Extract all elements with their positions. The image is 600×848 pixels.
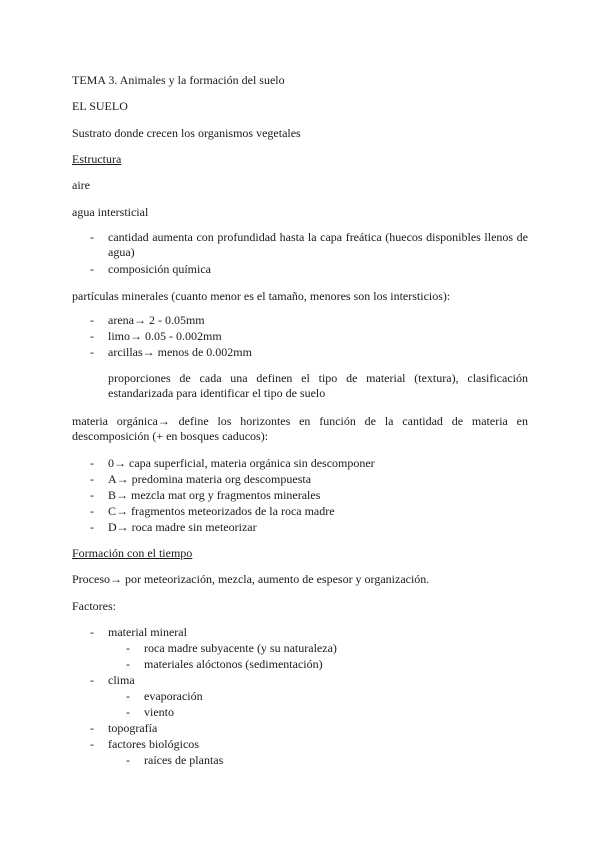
water-label: agua intersticial (72, 205, 149, 219)
bullet-dash: - (90, 721, 94, 735)
list-item-text: arcillas→ menos de 0.002mm (108, 345, 252, 359)
bullet-dash: - (90, 737, 94, 751)
bullet-dash: - (90, 230, 94, 244)
bullet-dash: - (90, 345, 94, 359)
list-item-text: 0→ capa superficial, materia orgánica sin descomponer (108, 456, 375, 470)
bullet-dash: - (90, 262, 94, 276)
process-text: Proceso→ por meteorización, mezcla, aumento de espesor y organización. (72, 572, 430, 586)
list-item-text: composición química (108, 262, 211, 276)
list-item-text: material mineral (108, 625, 187, 639)
list-item-text: C→ fragmentos meteorizados de la roca madre (108, 504, 335, 518)
sub-list-item-text: materiales alóctonos (sedimentación) (144, 657, 323, 671)
definition-text: Sustrato donde crecen los organismos vegetales (72, 126, 301, 140)
list-item-text: D→ roca madre sin meteorizar (108, 520, 257, 534)
bullet-dash: - (90, 329, 94, 343)
list-item-text: topografía (108, 721, 158, 735)
list-item-text: clima (108, 673, 135, 687)
section-heading: EL SUELO (72, 99, 128, 113)
minerals-note: proporciones de cada una definen el tipo de material (textura), clasificación estandarizada para identificar el tipo de suelo (108, 371, 528, 400)
sub-list-item-text: evaporación (144, 689, 203, 703)
bullet-dash: - (126, 689, 130, 703)
bullet-dash: - (90, 472, 94, 486)
bullet-dash: - (90, 673, 94, 687)
list-item-text: A→ predomina materia org descompuesta (108, 472, 312, 486)
organic-label: materia orgánica→ define los horizontes en función de la cantidad de materia en descomposición (+ en bosques caducos): (72, 414, 528, 443)
factors-label: Factores: (72, 599, 116, 613)
list-item-text: B→ mezcla mat org y fragmentos minerales (108, 488, 321, 502)
structure-heading: Estructura (72, 152, 122, 166)
bullet-dash: - (126, 753, 130, 767)
sub-list-item-text: roca madre subyacente (y su naturaleza) (144, 641, 337, 655)
minerals-label: partículas minerales (cuanto menor es el tamaño, menores son los intersticios): (72, 289, 451, 303)
bullet-dash: - (90, 488, 94, 502)
list-item-text: limo→ 0.05 - 0.002mm (108, 329, 222, 343)
list-item-text: cantidad aumenta con profundidad hasta la capa freática (huecos disponibles llenos de agua) (108, 230, 528, 259)
bullet-dash: - (90, 313, 94, 327)
list-item-text: factores biológicos (108, 737, 199, 751)
bullet-dash: - (90, 504, 94, 518)
bullet-dash: - (90, 520, 94, 534)
document-title: TEMA 3. Animales y la formación del suelo (72, 73, 285, 87)
sub-list-item-text: viento (144, 705, 174, 719)
bullet-dash: - (126, 705, 130, 719)
sub-list-item-text: raíces de plantas (144, 753, 224, 767)
bullet-dash: - (126, 641, 130, 655)
bullet-dash: - (90, 456, 94, 470)
formation-heading: Formación con el tiempo (72, 546, 193, 560)
bullet-dash: - (126, 657, 130, 671)
bullet-dash: - (90, 625, 94, 639)
air-label: aire (72, 178, 90, 192)
list-item-text: arena→ 2 - 0.05mm (108, 313, 205, 327)
